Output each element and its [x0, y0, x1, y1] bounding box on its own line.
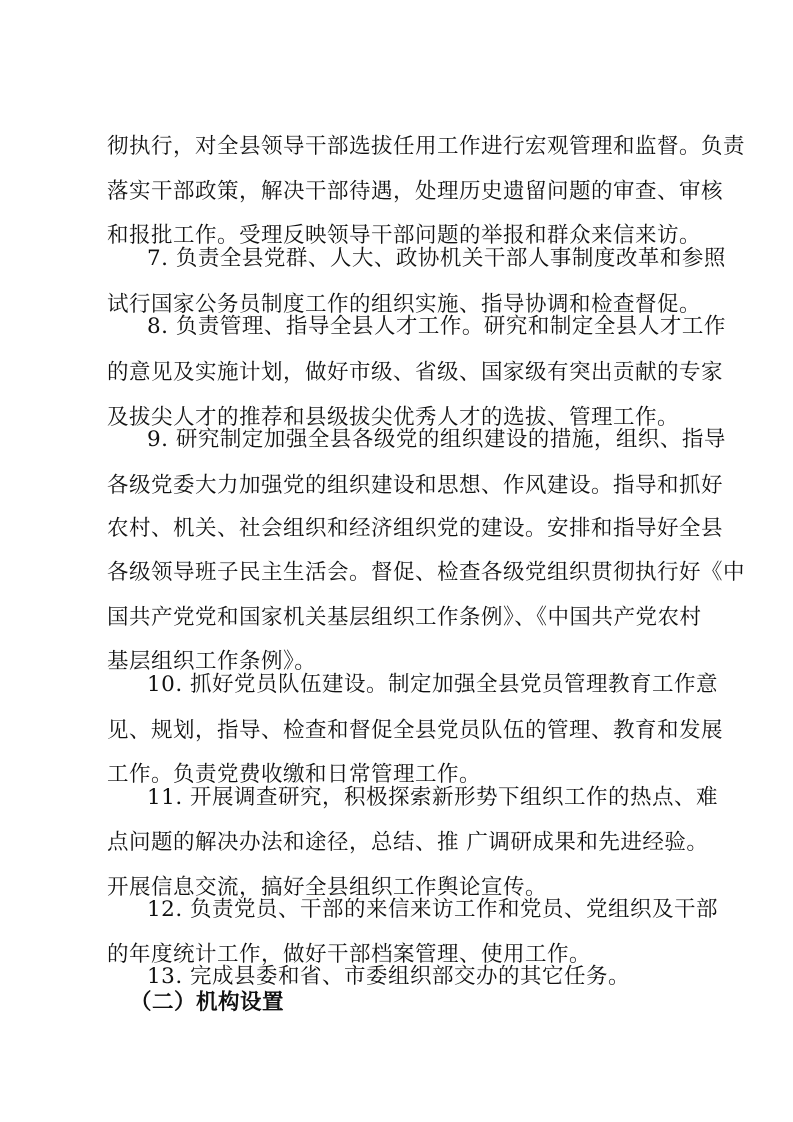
text-line: 国共产党党和国家机关基层组织工作条例》、《中国共产党农村 — [107, 605, 702, 630]
text-line: 工作。负责党费收缴和日常管理工作。 — [107, 762, 482, 787]
text-line: 的年度统计工作，做好干部档案管理、使用工作。 — [107, 942, 592, 967]
text-line: 及拔尖人才的推荐和县级拔尖优秀人才的选拔、管理工作。 — [107, 405, 680, 430]
paragraph-10-line: 10. 抓好党员队伍建设。制定加强全县党员管理教育工作意 — [147, 672, 719, 697]
paragraph-11-line: 11. 开展调查研究，积极探索新形势下组织工作的热点、难 — [147, 785, 719, 810]
paragraph-7-line: 7. 负责全县党群、人大、政协机关干部人事制度改革和参照 — [147, 246, 726, 271]
text-line: 基层组织工作条例》。 — [107, 649, 317, 674]
text-line: 彻执行，对全县领导干部选拔任用工作进行宏观管理和监督。负责 — [107, 134, 746, 159]
text-line: 各级党委大力加强党的组织建设和思想、作风建设。指导和抓好 — [107, 473, 724, 498]
text-line: 点问题的解决办法和途径，总结、推 广调研成果和先进经验。 — [107, 830, 709, 855]
text-line: 各级领导班子民主生活会。督促、检查各级党组织贯彻执行好《中 — [107, 560, 746, 585]
paragraph-13-line: 13. 完成县委和省、市委组织部交办的其它任务。 — [147, 964, 631, 989]
text-line: 落实干部政策，解决干部待遇，处理历史遗留问题的审查、审核 — [107, 179, 724, 204]
text-line: 的意见及实施计划，做好市级、省级、国家级有突出贡献的专家 — [107, 360, 724, 385]
paragraph-12-line: 12. 负责党员、干部的来信来访工作和党员、党组织及干部 — [147, 897, 719, 922]
paragraph-8-line: 8. 负责管理、指导全县人才工作。研究和制定全县人才工作 — [147, 314, 726, 339]
text-line: 见、规划，指导、检查和督促全县党员队伍的管理、教育和发展 — [107, 718, 724, 743]
text-line: 试行国家公务员制度工作的组织实施、指导协调和检查督促。 — [107, 292, 702, 317]
paragraph-9-line: 9. 研究制定加强全县各级党的组织建设的措施，组织、指导 — [147, 427, 726, 452]
text-line: 农村、机关、社会组织和经济组织党的建设。安排和指导好全县 — [107, 516, 724, 541]
section-heading: （二）机构设置 — [130, 990, 285, 1015]
text-line: 和报批工作。受理反映领导干部问题的举报和群众来信来访。 — [107, 223, 702, 248]
text-line: 开展信息交流，搞好全县组织工作舆论宣传。 — [107, 875, 548, 900]
